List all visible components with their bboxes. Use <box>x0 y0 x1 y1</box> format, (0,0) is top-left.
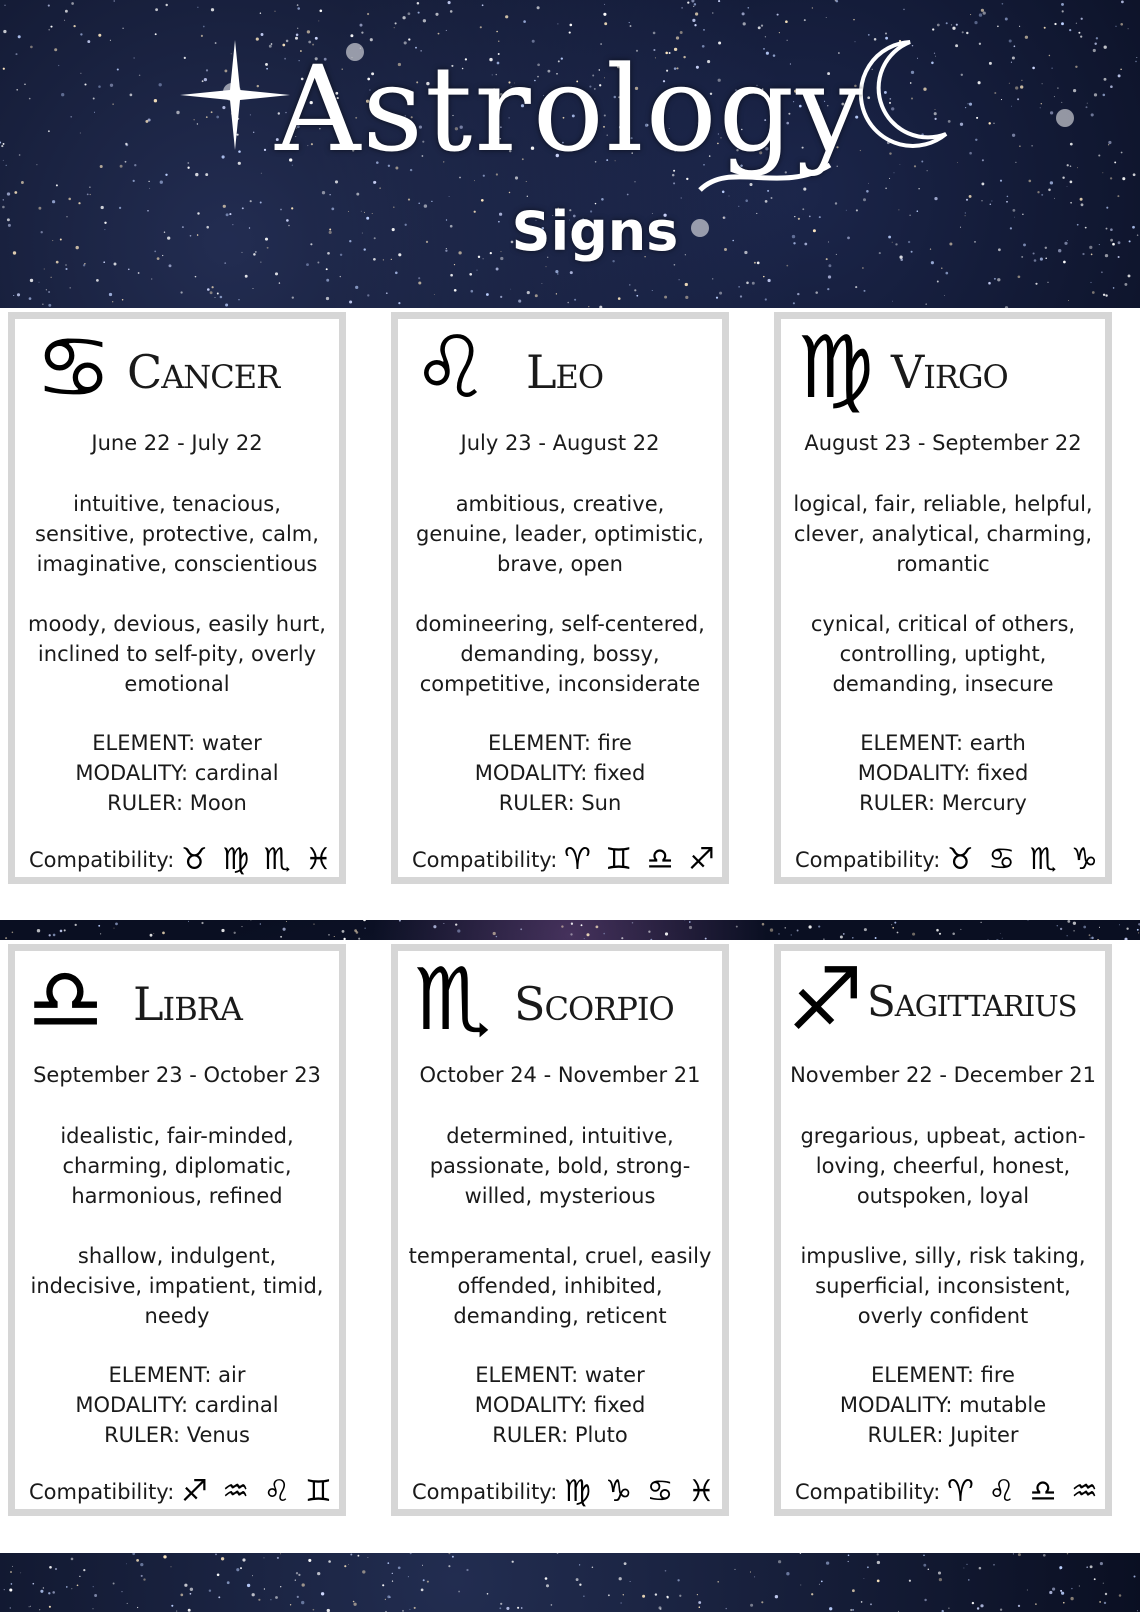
sign-card-scorpio <box>391 944 729 1516</box>
compatibility-row <box>412 839 716 879</box>
compatibility-row <box>795 839 1099 879</box>
negative-traits: impuslive, silly, risk taking, superficial, inconsistent, overly confident <box>800 1244 1086 1328</box>
ruler-value: RULER: Mercury <box>859 791 1027 815</box>
positive-traits: intuitive, tenacious, sensitive, protective, calm, imaginative, conscientious <box>35 492 319 576</box>
element-value: ELEMENT: water <box>92 731 262 755</box>
sign-name: Virgo <box>891 345 1008 399</box>
positive-traits: logical, fair, reliable, helpful, clever, analytical, charming, romantic <box>793 492 1093 576</box>
ruler-value: RULER: Sun <box>498 791 622 815</box>
compatibility-row <box>29 1471 333 1511</box>
compatibility-label: Compatibility: <box>29 848 175 872</box>
compatibility-row <box>29 839 333 879</box>
compatible-signs-icons: ♈ ♌ ♎ ♒ <box>946 1474 1100 1509</box>
modality-value: MODALITY: cardinal <box>75 1393 279 1417</box>
sign-card-cancer <box>8 312 346 884</box>
compatible-signs-icons: ♍ ♑ ♋ ♓ <box>563 1474 717 1509</box>
scorpio-icon: ♏ <box>414 950 492 1050</box>
modality-value: MODALITY: cardinal <box>75 761 279 785</box>
sign-properties <box>15 1360 339 1450</box>
sign-properties <box>398 728 722 818</box>
sagittarius-icon: ♐ <box>787 950 865 1050</box>
sign-properties <box>398 1360 722 1450</box>
positive-traits: gregarious, upbeat, action-loving, cheerful, honest, outspoken, loyal <box>800 1124 1086 1208</box>
positive-traits: ambitious, creative, genuine, leader, optimistic, brave, open <box>416 492 704 576</box>
page-title: Astrology <box>275 40 865 178</box>
element-value: ELEMENT: fire <box>871 1363 1015 1387</box>
compatible-signs-icons: ♉ ♋ ♏ ♑ <box>946 842 1100 877</box>
title-flourish <box>690 150 840 200</box>
compatibility-row <box>795 1471 1099 1511</box>
ruler-value: RULER: Venus <box>104 1423 250 1447</box>
negative-traits: moody, devious, easily hurt, inclined to self-pity, overly emotional <box>28 612 326 696</box>
leo-icon: ♌ <box>412 318 490 418</box>
sign-card-sagittarius <box>774 944 1112 1516</box>
compatibility-label: Compatibility: <box>795 848 941 872</box>
element-value: ELEMENT: fire <box>488 731 632 755</box>
compatible-signs-icons: ♐ ♒ ♌ ♊ <box>180 1474 334 1509</box>
compatibility-label: Compatibility: <box>795 1480 941 1504</box>
date-range: September 23 - October 23 <box>33 1063 321 1087</box>
date-range: November 22 - December 21 <box>790 1063 1096 1087</box>
ruler-value: RULER: Jupiter <box>867 1423 1019 1447</box>
negative-traits: shallow, indulgent, indecisive, impatient, timid, needy <box>30 1244 324 1328</box>
modality-value: MODALITY: fixed <box>474 761 646 785</box>
date-range: June 22 - July 22 <box>91 431 263 455</box>
date-range: July 23 - August 22 <box>460 431 660 455</box>
negative-traits: domineering, self-centered, demanding, bossy, competitive, inconsiderate <box>415 612 705 696</box>
ruler-value: RULER: Pluto <box>492 1423 628 1447</box>
compatibility-label: Compatibility: <box>412 848 558 872</box>
compatible-signs-icons: ♉ ♍ ♏ ♓ <box>180 842 334 877</box>
negative-traits: cynical, critical of others, controlling, uptight, demanding, insecure <box>810 612 1076 696</box>
sign-card-libra <box>8 944 346 1516</box>
modality-value: MODALITY: fixed <box>857 761 1029 785</box>
sign-properties <box>781 728 1105 818</box>
sign-name: Sagittarius <box>867 977 1077 1026</box>
sign-name: Cancer <box>127 345 280 399</box>
date-range: August 23 - September 22 <box>804 431 1082 455</box>
sign-card-leo <box>391 312 729 884</box>
sign-properties <box>15 728 339 818</box>
compatible-signs-icons: ♈ ♊ ♎ ♐ <box>563 842 717 877</box>
page-header <box>0 0 1140 308</box>
element-value: ELEMENT: earth <box>860 731 1026 755</box>
virgo-icon: ♍ <box>797 318 875 418</box>
sign-properties <box>781 1360 1105 1450</box>
modality-value: MODALITY: fixed <box>474 1393 646 1417</box>
date-range: October 24 - November 21 <box>419 1063 701 1087</box>
sign-card-virgo <box>774 312 1112 884</box>
compatibility-row <box>412 1471 716 1511</box>
element-value: ELEMENT: air <box>108 1363 246 1387</box>
sign-name: Scorpio <box>514 977 674 1031</box>
negative-traits: temperamental, cruel, easily offended, inhibited, demanding, reticent <box>408 1244 712 1328</box>
positive-traits: determined, intuitive, passionate, bold, strong-willed, mysterious <box>429 1124 691 1208</box>
positive-traits: idealistic, fair-minded, charming, diplomatic, harmonious, refined <box>60 1124 294 1208</box>
cancer-icon: ♋ <box>35 318 113 418</box>
element-value: ELEMENT: water <box>475 1363 645 1387</box>
compatibility-label: Compatibility: <box>29 1480 175 1504</box>
ruler-value: RULER: Moon <box>107 791 247 815</box>
sign-name: Leo <box>526 345 604 399</box>
modality-value: MODALITY: mutable <box>839 1393 1047 1417</box>
compatibility-label: Compatibility: <box>412 1480 558 1504</box>
page-subtitle: Signs <box>511 200 679 263</box>
sign-name: Libra <box>133 977 242 1031</box>
libra-icon: ♎ <box>27 950 105 1050</box>
